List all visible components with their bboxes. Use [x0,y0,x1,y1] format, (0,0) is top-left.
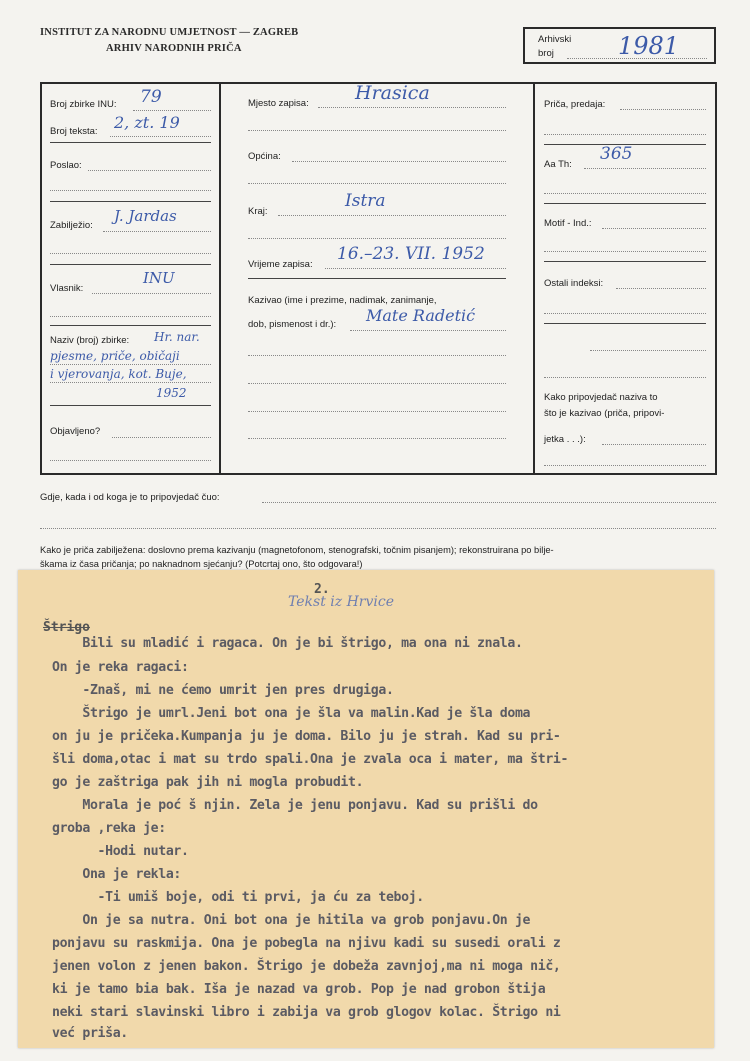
story-line-4: Štrigo je umrl.Jeni bot ona je šla va malin.Kad je šla doma [52,706,531,721]
story-line-2: On je reka ragaci: [52,660,189,675]
institute-title: INSTITUT ZA NARODNU UMJETNOST — ZAGREB [40,27,299,38]
prica-label: Priča, predaja: [544,99,606,110]
aath-value: 365 [600,144,633,164]
story-line-1: Bili su mladić i ragaca. On je bi štrigo, ma ona ni znala. [52,636,523,651]
gdje-label: Gdje, kada i od koga je to pripovjedač čuo: [40,492,220,503]
naziv-value-4: 1952 [156,386,187,400]
archive-title: ARHIV NARODNIH PRIČA [106,43,242,54]
archive-number-label-2: broj [538,48,554,59]
story-line-14: ponjavu su raskmija. Ona je pobegla na njivu kadi su susedi orali z [52,936,561,951]
poslao-label: Poslao: [50,160,82,171]
kako-zabiljezena-2: škama iz časa pričanja; po naknadnom sjećanju? (Potcrtaj ono, što odgovara!) [40,559,363,569]
story-line-15: jenen volon z jenen bakon. Štrigo je dobeža zavnjoj,ma ni moga nič, [52,959,561,974]
kraj-value: Istra [345,191,386,211]
kraj-label: Kraj: [248,206,268,217]
story-line-11: Ona je rekla: [52,867,182,882]
story-line-17: neki stari slavinski libro i zabija va grob glogov kolac. Štrigo ni [52,1005,561,1020]
naziv-value-2: pjesme, priče, običaji [50,349,180,363]
story-handnote: Tekst iz Hrvice [288,594,394,610]
kako-label-2: što je kazivao (priča, pripovi- [544,408,665,419]
story-line-9: groba ,reka je: [52,821,166,836]
vlasnik-label: Vlasnik: [50,283,84,294]
archive-number-label-1: Arhivski [538,34,572,45]
vlasnik-value: INU [143,269,175,287]
kazivao-label-1: Kazivao (ime i prezime, nadimak, zanimanje, [248,295,437,306]
opcina-label: Općina: [248,151,281,162]
zbirke-value: 79 [140,87,162,107]
kako-label-3: jetka . . .): [544,434,586,445]
kazivao-label-2: dob, pismenost i dr.): [248,319,337,330]
zabiljezio-label: Zabilježio: [50,220,93,231]
story-title: Štrigo [43,620,90,635]
teksta-value: 2, zt. 19 [114,113,180,132]
story-line-18: već priša. [52,1026,128,1041]
kazivao-value: Mate Radetić [366,306,476,325]
story-line-12: -Ti umiš boje, odi ti prvi, ja ću za teboj. [52,890,424,905]
story-line-8: Morala je poć š njin. Zela je jenu ponjavu. Kad su prišli do [52,798,538,813]
story-line-10: -Hodi nutar. [52,844,189,859]
motif-label: Motif - Ind.: [544,218,592,229]
story-line-3: -Znaš, mi ne ćemo umrit jen pres drugiga. [52,683,394,698]
story-number: 2. [314,582,330,597]
ostali-label: Ostali indeksi: [544,278,604,289]
story-line-6: šli doma,otac i mat su trdo spali.Ona je zvala oca i mater, ma štri- [52,752,569,767]
story-line-5: on ju je pričeka.Kumpanja ju je doma. Bilo ju je strah. Kad su pri- [52,729,561,744]
zabiljezio-value: J. Jardas [114,207,177,225]
story-line-7: go je zaštriga pak jih ni mogla probudit. [52,775,364,790]
naziv-value-3: i vjerovanja, kot. Buje, [50,367,187,381]
aath-label: Aa Th: [544,159,572,170]
vrijeme-value: 16.–23. VII. 1952 [337,244,485,264]
naziv-label: Naziv (broj) zbirke: [50,335,130,346]
kako-label-1: Kako pripovjedač naziva to [544,392,658,403]
story-line-13: On je sa nutra. Oni bot ona je hitila va grob ponjavu.On je [52,913,531,928]
story-paper [18,570,714,1048]
mjesto-label: Mjesto zapisa: [248,98,309,109]
teksta-label: Broj teksta: [50,126,98,137]
mjesto-value: Hrasica [355,82,430,104]
objavljeno-label: Objavljeno? [50,426,101,437]
archive-number-value: 1981 [618,32,680,60]
archive-number-box [523,27,716,64]
story-line-16: ki je tamo bia bak. Iša je nazad va grob. Pop je nad grobon štija [52,982,546,997]
naziv-value-1: Hr. nar. [154,330,200,344]
vrijeme-label: Vrijeme zapisa: [248,259,313,270]
zbirke-label: Broj zbirke INU: [50,99,117,110]
kako-zabiljezena-1: Kako je priča zabilježena: doslovno prema kazivanju (magnetofonom, stenografski, točnim pisanjem); rekonstruirana po bilje- [40,545,554,555]
